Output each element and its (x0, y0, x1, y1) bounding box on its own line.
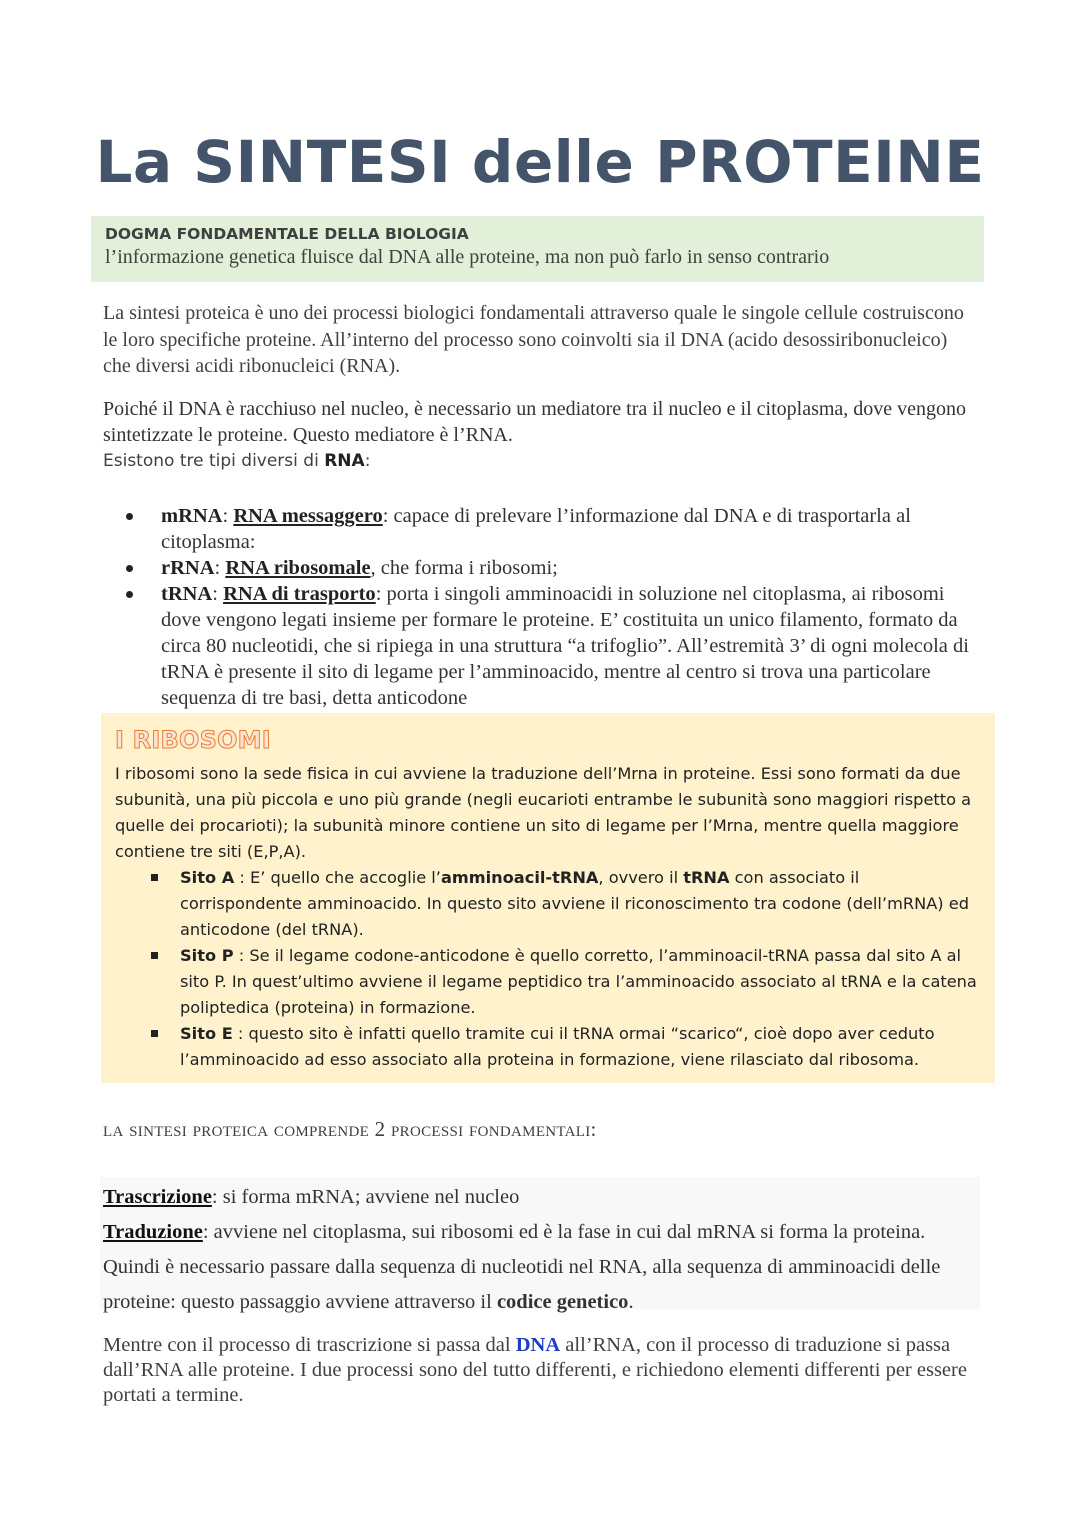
bullet-icon (126, 591, 133, 598)
conclusion-text: all’RNA, con il processo di traduzione si passa dall’RNA alle proteine. I due processi sono del tutto differenti, e richiedono elementi differenti per essere portati a termine. (103, 1334, 967, 1406)
site-text: con associato il corrispondente amminoacido. In questo sito avviene il riconoscimento tra codone (dell’mRNA) ed anticodone (del tRNA). (180, 868, 969, 939)
traduzione-label: Traduzione (103, 1221, 203, 1243)
rna-sep: : (212, 583, 224, 605)
list-item-mrna (120, 503, 980, 555)
ribosomi-heading: I RIBOSOMI (115, 726, 271, 754)
square-bullet-icon (151, 874, 158, 881)
rna-types-intro-bold: RNA (324, 451, 365, 471)
rna-sep: : (214, 557, 226, 579)
ribosomi-text: I ribosomi sono la sede fisica in cui avviene la traduzione dell’Mrna in proteine. Essi sono formati da due subunità, una più piccola e uno più grande (negli eucarioti entrambe le subunità sono maggiori rispetto a quelle dei procarioti); la subunità minore contiene un sito di legame per l’Mrna, mentre quella maggiore contiene tre siti (E,P,A). (115, 764, 972, 861)
rna-abbr: tRNA (161, 583, 213, 605)
rna-types-intro-suffix: : (364, 451, 371, 471)
square-bullet-icon (151, 952, 158, 959)
site-label: Sito E (180, 1024, 233, 1043)
site-text: : questo sito è infatti quello tramite cui il tRNA ormai “scarico“, cioè dopo aver ceduto l’amminoacido ad esso associato alla proteina in formazione, viene rilasciato dal ribosoma. (180, 1024, 935, 1069)
conclusion-text: Mentre con il processo di trascrizione si passa dal (103, 1334, 516, 1356)
site-label: Sito A (180, 868, 235, 887)
bullet-icon (126, 513, 133, 520)
dogma-text: l’informazione genetica fluisce dal DNA alle proteine, ma non può farlo in senso contrario (105, 246, 830, 268)
sites-list (115, 865, 981, 1073)
rna-desc: , che forma i ribosomi; (370, 557, 558, 579)
rna-abbr: mRNA (161, 505, 223, 527)
mediator-paragraph: Poiché il DNA è racchiuso nel nucleo, è necessario un mediatore tra il nucleo e il citoplasma, dove vengono sintetizzate le proteine. Questo mediatore è l’RNA. (103, 398, 967, 446)
rna-name: RNA di trasporto (223, 583, 376, 605)
traduzione-text: : avviene nel citoplasma, sui ribosomi ed è la fase in cui dal mRNA si forma la proteina. Quindi è necessario passare dalla sequenza di nucleotidi nel RNA, alla sequenza di amminoacidi delle proteine: questo passaggio avviene attraverso il (103, 1221, 941, 1313)
page-title: La SINTESI delle PROTEINE (95, 128, 985, 196)
conclusion-paragraph (103, 1333, 973, 1408)
list-item-trna (120, 581, 980, 711)
rna-sep: : (222, 505, 234, 527)
square-bullet-icon (151, 1030, 158, 1037)
rna-desc: : porta i singoli amminoacidi in soluzione nel citoplasma, ai ribosomi dove vengono legati insieme per formare le proteine. E’ costituita un unico filamento, formato da circa 80 nucleotidi, che si ripiega in una struttura “a trifoglio”. All’estremità 3’ di ogni molecola di tRNA è presente il sito di legame per l’amminoacido, mentre al centro si trova una particolare sequenza di tre basi, detta anticodone (161, 583, 969, 709)
trascrizione-label: Trascrizione (103, 1186, 212, 1208)
ribosomi-box (101, 713, 995, 1083)
site-text: : Se il legame codone-anticodone è quello corretto, l’amminoacil-tRNA passa dal sito A al sito P. In quest’ultimo avviene il legame peptidico tra l’amminoacido associato al tRNA e la catena poliptedica (proteina) in formazione. (180, 946, 977, 1017)
rna-types-intro (103, 450, 973, 472)
site-bold: tRNA (683, 868, 730, 887)
intro-paragraph: La sintesi proteica è uno dei processi biologici fondamentali attraverso quale le singole cellule costruiscono le loro specifiche proteine. All’interno del processo sono coinvolti sia il DNA (acido desossiribonucleico) che diversi acidi ribonucleici (RNA). (103, 302, 964, 377)
list-item-rrna (120, 555, 980, 581)
bullet-icon (126, 565, 133, 572)
rna-types-list (120, 503, 980, 711)
site-text: , ovvero il (598, 868, 684, 887)
traduzione-line (103, 1215, 977, 1320)
rna-abbr: rRNA (161, 557, 215, 579)
processes-box (100, 1177, 980, 1313)
site-bold: amminoacil-tRNA (440, 868, 599, 887)
codice-genetico: codice genetico (496, 1291, 629, 1313)
rna-name: RNA ribosomale (225, 557, 371, 579)
dogma-box (91, 216, 984, 282)
rna-types-intro-prefix: Esistono tre tipi diversi di (103, 451, 325, 471)
list-item-sito-e (115, 1021, 981, 1073)
list-item-sito-a (115, 865, 981, 943)
trascrizione-line (103, 1180, 977, 1215)
dogma-heading: DOGMA FONDAMENTALE DELLA BIOLOGIA (105, 225, 469, 243)
rna-name: RNA messaggero (233, 505, 383, 527)
list-item-sito-p (115, 943, 981, 1021)
rna-desc: : capace di prelevare l’informazione dal DNA e di trasportarla al citoplasma: (161, 505, 911, 553)
trascrizione-text: : si forma mRNA; avviene nel nucleo (211, 1186, 520, 1208)
site-label: Sito P (180, 946, 234, 965)
site-text: : E’ quello che accoglie l’ (234, 868, 441, 887)
traduzione-end: . (628, 1291, 634, 1313)
dna-highlight: DNA (515, 1334, 561, 1356)
processes-heading: la sintesi proteica comprende 2 processi fondamentali: (103, 1117, 597, 1141)
